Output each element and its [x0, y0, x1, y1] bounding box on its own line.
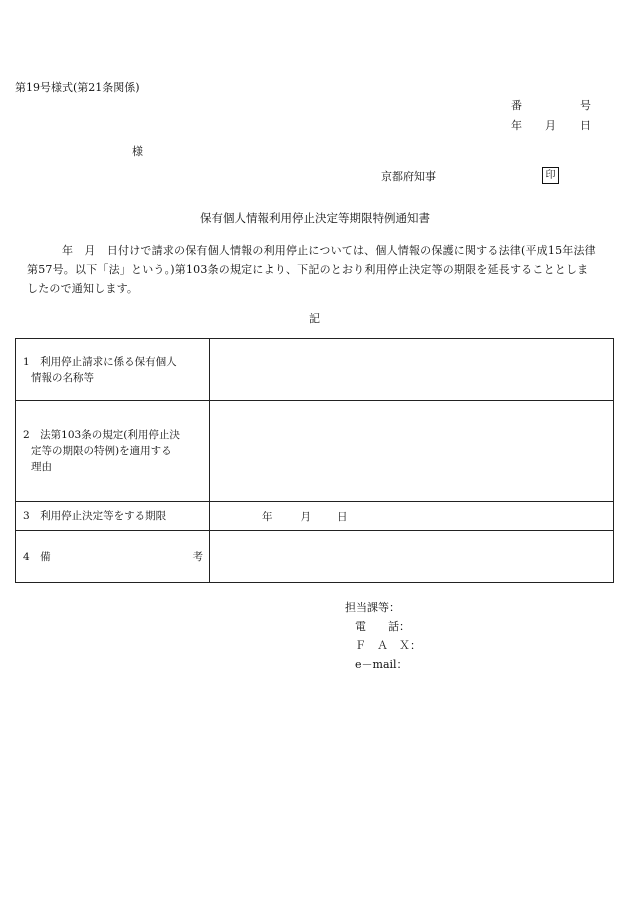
table-row — [16, 339, 614, 401]
table-row — [16, 401, 614, 502]
form-number: 第19号様式(第21条関係) — [15, 81, 140, 94]
remarks-label-left: 4 備 — [23, 550, 51, 563]
date-month-label: 月 — [545, 119, 556, 132]
row4-label-cell — [16, 531, 210, 583]
row3-label: 3 利用停止決定等をする期限 — [23, 510, 167, 522]
row1-label-line1: 1 利用停止請求に係る保有個人 — [23, 355, 177, 368]
body-line-3: したので通知します。 — [27, 282, 139, 295]
ki-heading: 記 — [309, 312, 320, 325]
row4-value-cell[interactable] — [210, 531, 614, 583]
contact-email: e－mail： — [355, 658, 408, 671]
table-row — [16, 502, 614, 531]
body-line-1: 年 月 日付けで請求の保有個人情報の利用停止については、個人情報の保護に関する法律(平成15年法律 — [62, 244, 596, 257]
row2-value-cell[interactable] — [210, 401, 614, 502]
date-day-label: 日 — [580, 119, 591, 132]
document-title: 保有個人情報利用停止決定等期限特例通知書 — [200, 211, 430, 225]
remarks-label-right: 考 — [192, 550, 203, 563]
row2-label-cell — [16, 401, 210, 502]
deadline-year-label: 年 — [262, 510, 273, 523]
row1-label-line2: 情報の名称等 — [31, 371, 94, 384]
row1-value-cell[interactable] — [210, 339, 614, 401]
body-line-2: 第57号。以下「法」という。)第103条の規定により、下記のとおり利用停止決定等の期限を延長することとしま — [27, 263, 589, 276]
deadline-month-label: 月 — [300, 510, 311, 523]
reference-number-suffix: 号 — [580, 99, 591, 112]
contact-department: 担当課等： — [345, 601, 400, 614]
row1-label-cell — [16, 339, 210, 401]
row2-label-line2: 定等の期限の特例)を適用する — [31, 445, 172, 457]
row2-label-line1: 2 法第103条の規定(利用停止決 — [23, 429, 180, 441]
notice-body — [27, 241, 615, 298]
row3-date-cell[interactable] — [210, 502, 614, 531]
row2-label-line3: 理由 — [31, 461, 52, 473]
contact-block — [345, 598, 421, 674]
deadline-day-label: 日 — [337, 510, 348, 523]
table-row — [16, 531, 614, 583]
row4-label — [23, 549, 205, 565]
notice-details-table — [15, 338, 614, 583]
reference-number-label: 番 — [511, 99, 522, 112]
seal-stamp-box: 印 — [542, 167, 559, 184]
date-year-label: 年 — [511, 119, 522, 132]
contact-phone: 電 話： — [355, 620, 410, 633]
contact-fax: Ｆ Ａ Ｘ： — [355, 639, 421, 652]
row3-label-cell — [16, 502, 210, 531]
issuer-name: 京都府知事 — [381, 170, 436, 183]
addressee-honorific: 様 — [132, 145, 143, 158]
